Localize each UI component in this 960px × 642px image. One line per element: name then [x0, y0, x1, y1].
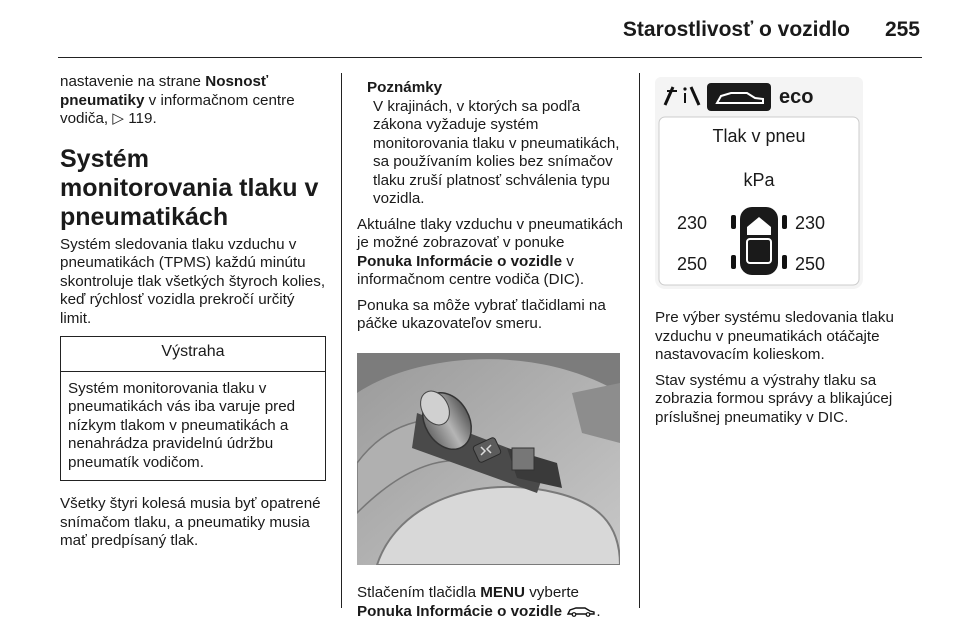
column-divider-1: [341, 73, 342, 608]
column-2: [357, 79, 623, 628]
intro-text: nastavenie na strane: [60, 73, 206, 90]
note-title: Poznámky: [367, 79, 443, 96]
thumbwheel-paragraph: Pre výber systému sledovania tlaku vzduchu v pneumatikách otáčajte nastavovacím kolieskom.: [655, 309, 894, 363]
menu-button-label: MENU: [480, 584, 525, 601]
dic-unit: kPa: [743, 170, 775, 190]
pressure-rear-right: 250: [795, 254, 826, 274]
instruction-text: Stlačením tlačidla: [357, 584, 481, 601]
running-header-title: Starostlivosť o vozidlo: [622, 18, 850, 41]
vehicle-info-menu-label: Ponuka Informácie o vozidle: [357, 602, 563, 620]
menu-buttons-paragraph: Ponuka sa môže vybrať tlačidlami na páčke ukazovateľov smeru.: [357, 296, 606, 332]
turn-signal-stalk-illustration: [357, 353, 620, 565]
intro-bold-term: Nosnosť pneumatiky: [60, 73, 269, 109]
dic-title: Tlak v pneu: [712, 126, 806, 146]
column-3: [655, 77, 925, 434]
dic-eco-label: eco: [779, 86, 814, 108]
pressure-text: Aktuálne tlaky vzduchu v pneumatikách je možné zobrazovať v ponuke: [357, 215, 623, 251]
warning-title: Výstraha: [61, 337, 325, 372]
pressure-front-left: 230: [677, 213, 708, 233]
note-block: [357, 79, 623, 209]
pressure-rear-left: 250: [677, 254, 708, 274]
intro-reference: v informačnom centre vodiča, ▷ 119.: [60, 91, 295, 127]
column-divider-2: [639, 73, 640, 608]
pressure-text-end: v informačnom centre vodiča (DIC).: [357, 252, 585, 288]
intro-paragraph: [60, 73, 326, 129]
instruction-text-mid: vyberte: [524, 584, 579, 601]
page-number: 255: [884, 18, 920, 41]
menu-name-bold: Ponuka Informácie o vozidle: [357, 252, 563, 270]
column-1: [60, 73, 326, 558]
warning-box: [60, 336, 326, 481]
instruction-period: .: [596, 602, 601, 620]
tpms-paragraph: Systém sledovania tlaku vzduchu v pneumatikách (TPMS) každú minútu skontroluje tlak všetkých štyroch kolies, keď rýchlosť vozidla prekročí určitý limit.: [60, 235, 326, 327]
note-text: V krajinách, v ktorých sa podľa zákona vyžaduje systém monitorovania tlaku v pneumatikách, sa používaním kolies bez snímačov tlaku zruší platnosť schválenia typu vozidla.: [373, 97, 620, 207]
warning-text: Systém monitorovania tlaku v pneumatikách vás iba varuje pred nízkym tlakom v pneumatikách a nenahrádza pravidelnú údržbu pneumatík vodičom.: [68, 379, 296, 471]
pressure-front-right: 230: [795, 213, 826, 233]
dic-tire-pressure-display: [655, 77, 863, 289]
sensor-paragraph: Všetky štyri kolesá musia byť opatrené snímačom tlaku, a pneumatiky musia mať predpísaný tlak.: [60, 495, 321, 549]
header-rule: [58, 57, 922, 58]
status-paragraph: Stav systému a výstrahy tlaku sa zobrazia formou správy a blikajúcej príslušnej pneumatiky v DIC.: [655, 371, 893, 426]
menu-instruction-paragraph: [357, 584, 623, 621]
vehicle-icon: [566, 605, 596, 617]
current-pressure-paragraph: [357, 216, 623, 290]
section-heading: Systém monitorovania tlaku v pneumatikách: [60, 144, 319, 231]
